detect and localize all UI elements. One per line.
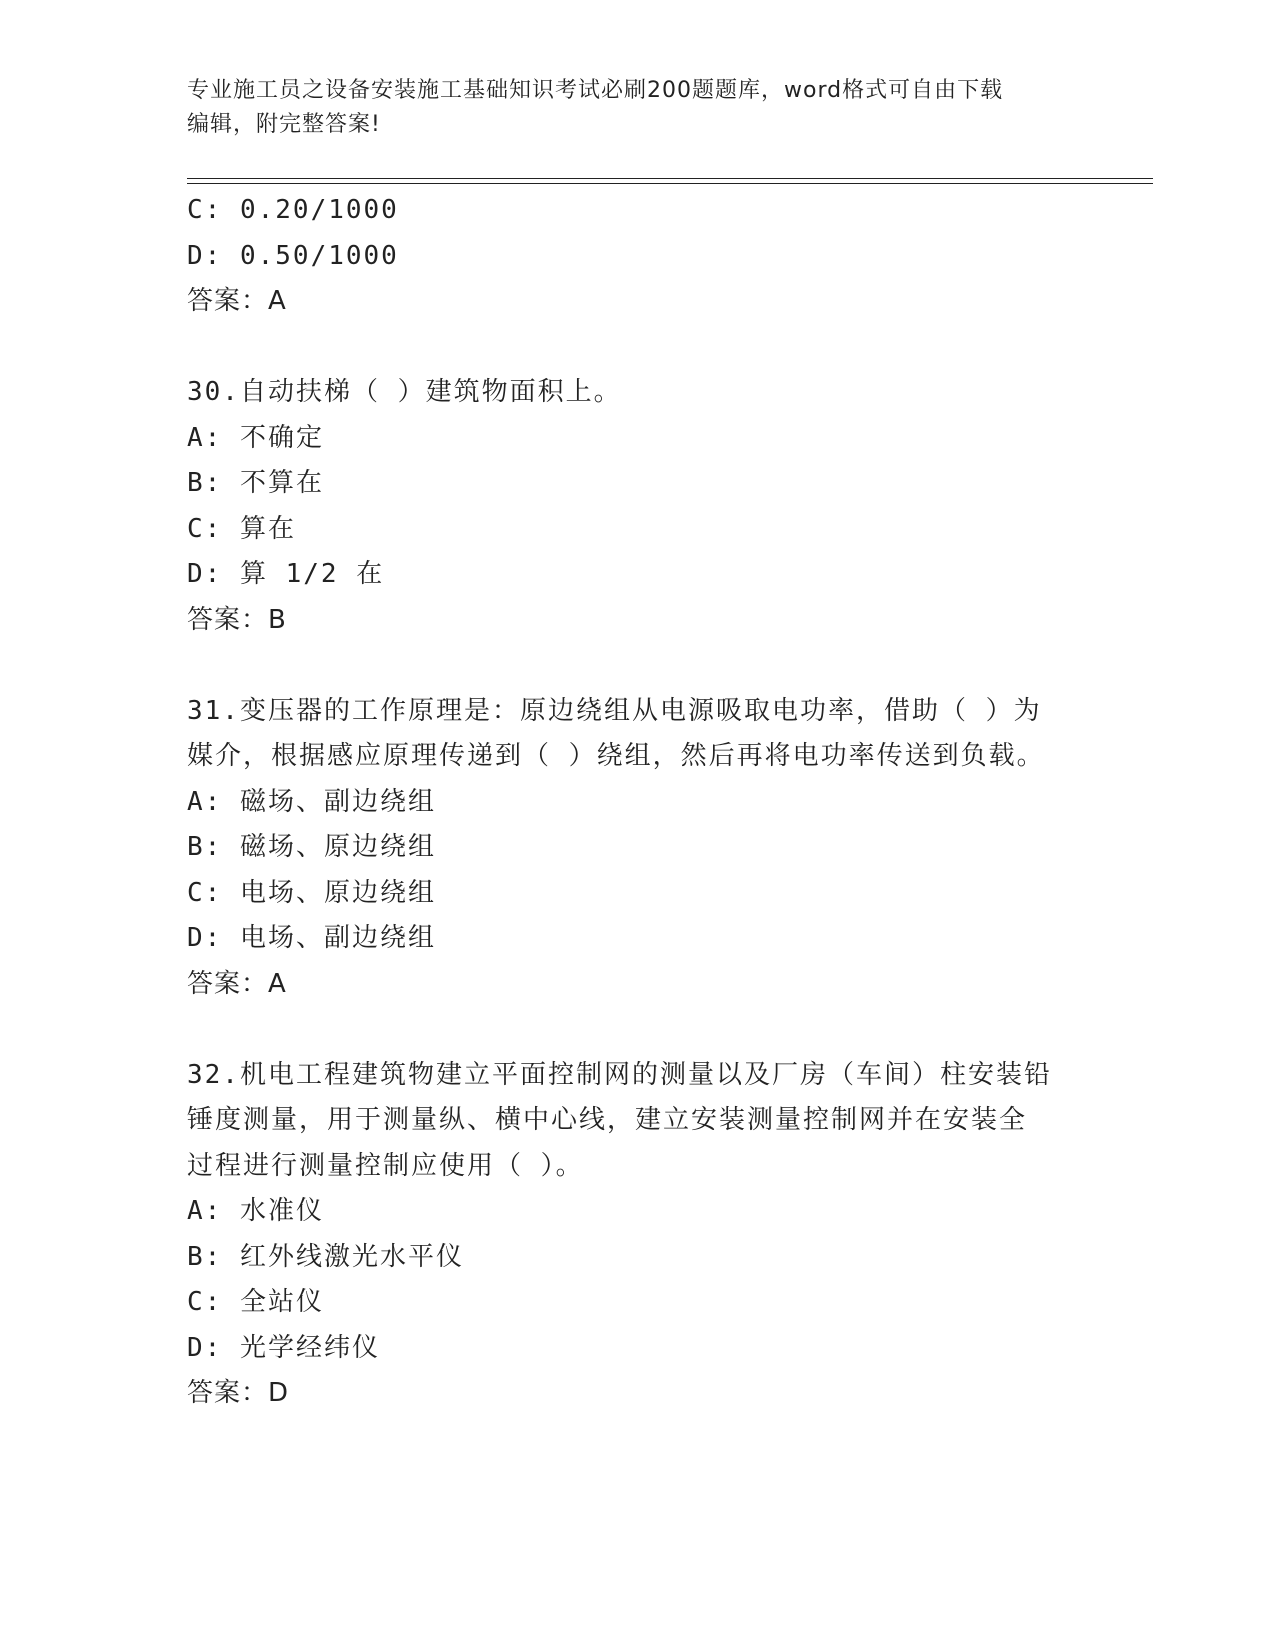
header-divider-top <box>187 178 1153 179</box>
question-stem-line-3: 过程进行测量控制应使用（ ）。 <box>187 1150 584 1181</box>
question-list <box>187 188 1087 1417</box>
option-a: A: 磁场、副边绕组 <box>187 786 436 817</box>
question-block-30 <box>187 370 1087 643</box>
question-block-32 <box>187 1053 1087 1417</box>
spacer <box>187 643 1087 689</box>
spacer <box>187 1007 1087 1053</box>
option-a: A: 不确定 <box>187 422 324 453</box>
option-c: C: 电场、原边绕组 <box>187 877 436 908</box>
option-d: D: 0.50/1000 <box>187 240 399 271</box>
option-a: A: 水准仪 <box>187 1196 324 1226</box>
question-block-31 <box>187 689 1087 1008</box>
answer-line: 答案：B <box>187 604 287 635</box>
question-block-29 <box>187 188 1087 325</box>
answer-line: 答案：D <box>187 1378 290 1408</box>
document-header <box>187 74 1067 142</box>
header-line-2: 编辑，附完整答案! <box>187 112 381 137</box>
answer-line: 答案：A <box>187 286 287 316</box>
option-b: B: 红外线激光水平仪 <box>187 1241 464 1272</box>
header-line-1: 专业施工员之设备安装施工基础知识考试必刷200题题库，word格式可自由下载 <box>187 78 1004 103</box>
option-d: D: 光学经纬仪 <box>187 1332 380 1363</box>
option-c: C: 0.20/1000 <box>187 195 399 225</box>
option-d: D: 电场、副边绕组 <box>187 923 436 953</box>
question-stem-line-2: 锤度测量，用于测量纵、横中心线，建立安装测量控制网并在安装全 <box>187 1105 1028 1135</box>
answer-line: 答案：A <box>187 968 287 999</box>
option-d: D: 算 1/2 在 <box>187 559 385 589</box>
option-c: C: 算在 <box>187 513 296 544</box>
question-stem-line-2: 媒介，根据感应原理传递到（ ）绕组，然后再将电功率传送到负载。 <box>187 741 1045 771</box>
question-stem-line-1: 31.变压器的工作原理是：原边绕组从电源吸取电功率，借助（ ）为 <box>187 695 1042 726</box>
question-stem-line-1: 32.机电工程建筑物建立平面控制网的测量以及厂房（车间）柱安装铅 <box>187 1059 1052 1090</box>
option-b: B: 不算在 <box>187 468 324 498</box>
spacer <box>187 325 1087 371</box>
question-stem: 30.自动扶梯（ ）建筑物面积上。 <box>187 377 622 407</box>
option-c: C: 全站仪 <box>187 1287 324 1317</box>
option-b: B: 磁场、原边绕组 <box>187 832 436 862</box>
header-divider-bottom <box>187 183 1153 184</box>
